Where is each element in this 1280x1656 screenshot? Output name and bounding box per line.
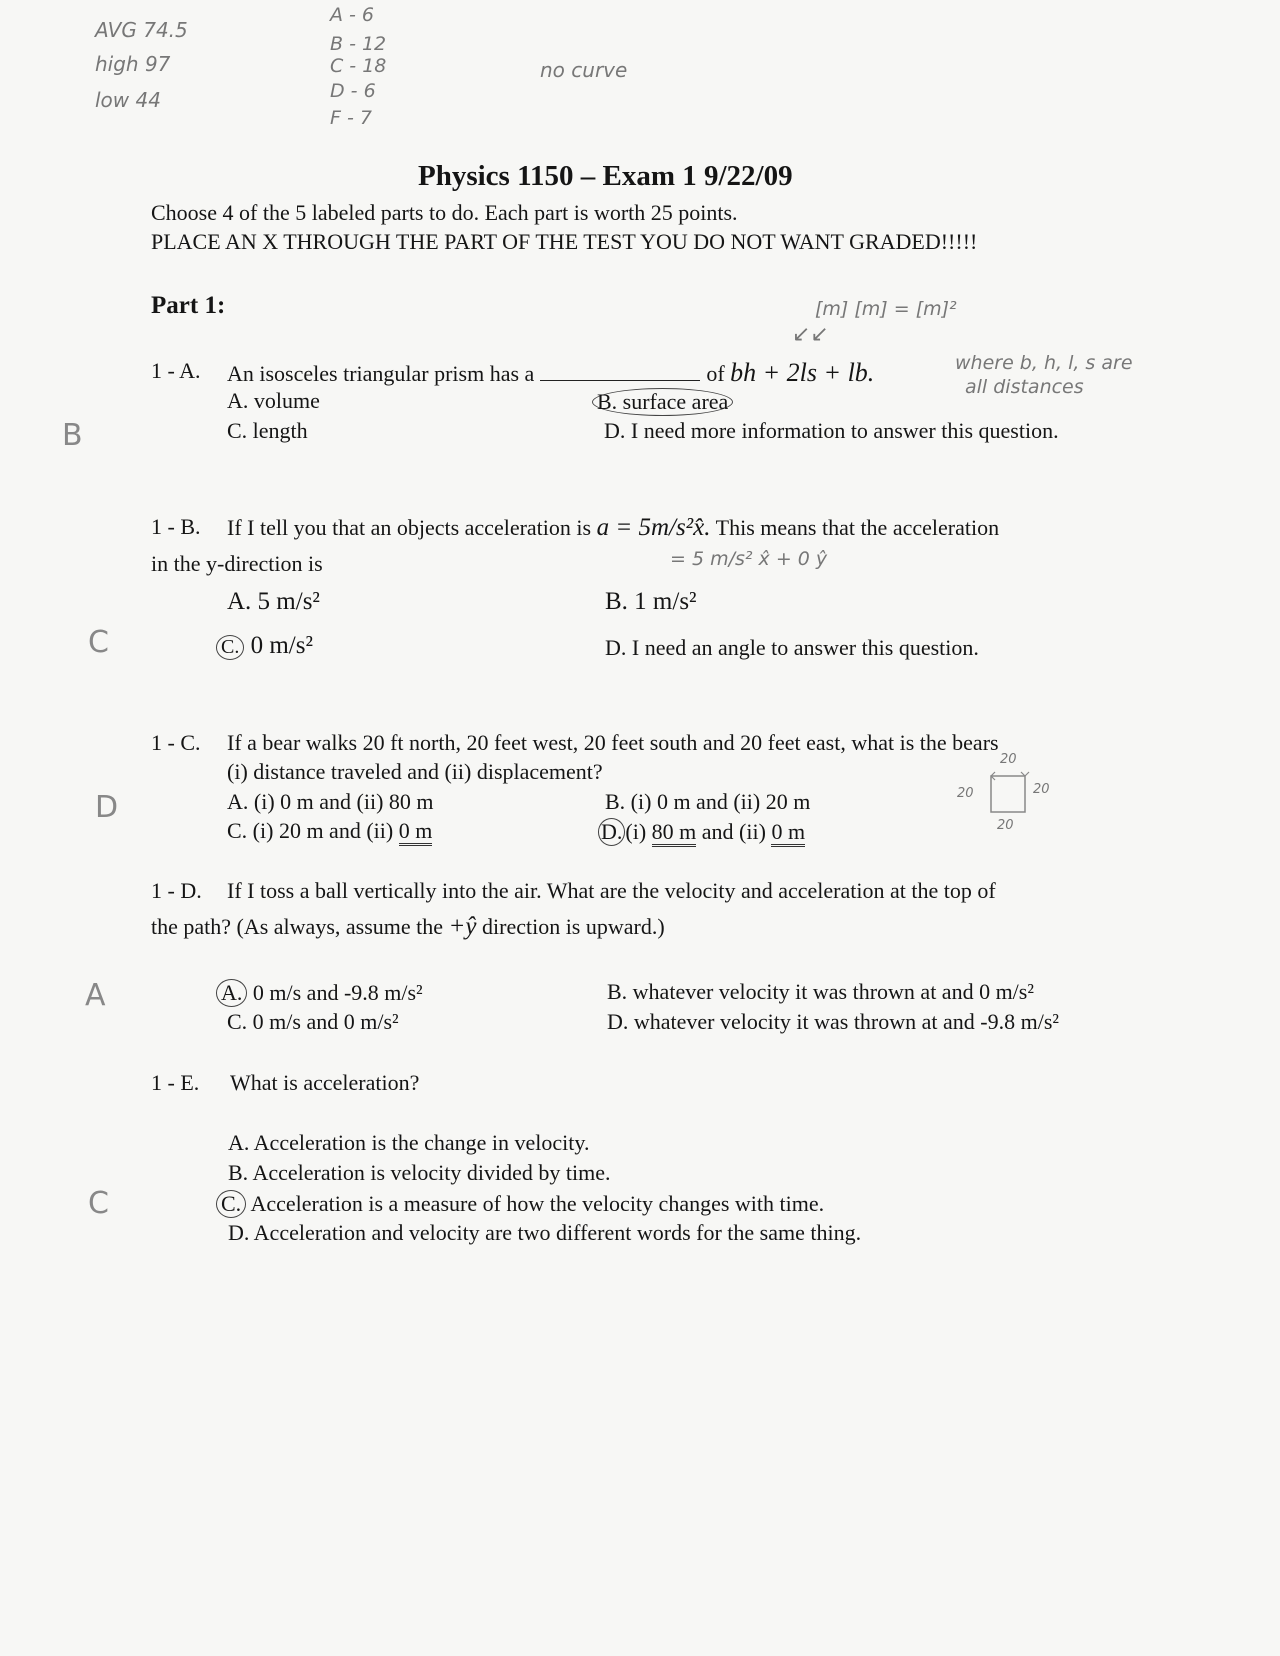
q1a-note-2: all distances <box>965 376 1084 398</box>
q1e-option-c <box>222 1190 824 1218</box>
arrow-icon: ↙↙ <box>792 322 829 347</box>
q1b-option-c-text: 0 m/s² <box>250 632 313 659</box>
part-heading: Part 1: <box>151 292 226 319</box>
q1c-option-c-text: C. (i) 20 m and (ii) <box>227 818 394 843</box>
q1a-number: 1 - A. <box>151 358 201 383</box>
q1b-text-2: This means that the acceleration <box>715 515 1000 540</box>
sketch-label-top: 20 <box>1000 752 1017 767</box>
q1e-option-c-text: Acceleration is a measure of how the velocity changes with time. <box>250 1191 825 1216</box>
q1d-option-a-text: 0 m/s and -9.8 m/s² <box>252 980 423 1005</box>
q1c-question-2: (i) distance traveled and (ii) displacement? <box>227 759 603 784</box>
q1b-option-a: A. 5 m/s² <box>227 588 320 615</box>
q1c-option-d-underlined-2: 0 m <box>771 819 805 847</box>
q1a-note-1: where b, h, l, s are <box>955 352 1133 374</box>
q1d-option-d: D. whatever velocity it was thrown at and -9.8 m/s² <box>607 1009 1059 1034</box>
warning: PLACE AN X THROUGH THE PART OF THE TEST YOU DO NOT WANT GRADED!!!!! <box>151 229 978 254</box>
q1b-option-b: B. 1 m/s² <box>605 588 697 615</box>
q1c-option-d-pre: (i) <box>625 819 647 844</box>
q1a-option-d: D. I need more information to answer this question. <box>604 418 1059 443</box>
q1d-option-b: B. whatever velocity it was thrown at and 0 m/s² <box>607 979 1034 1004</box>
q1c-number: 1 - C. <box>151 730 201 755</box>
q1b-option-d: D. I need an angle to answer this question. <box>605 635 979 660</box>
sketch-label-left: 20 <box>957 786 974 801</box>
q1d-grade: A <box>85 978 106 1013</box>
q1d-question-2 <box>151 913 665 941</box>
q1e-number: 1 - E. <box>151 1070 200 1095</box>
grade-dist-b: B - 12 <box>330 33 387 55</box>
grade-dist-d: D - 6 <box>330 80 376 102</box>
q1b-option-c-circled: C. <box>216 635 244 660</box>
q1b-note: = 5 m/s² x̂ + 0 ŷ <box>670 548 828 570</box>
high-note: high 97 <box>95 52 171 76</box>
q1e-question: What is acceleration? <box>230 1070 420 1095</box>
q1a-option-b <box>598 388 733 416</box>
q1a-text: An isosceles triangular prism has a <box>227 361 535 386</box>
q1d-formula: +ŷ <box>448 913 477 940</box>
grade-dist-f: F - 7 <box>330 107 372 129</box>
q1d-text-3: direction is upward.) <box>482 914 665 939</box>
q1c-option-d <box>601 818 806 846</box>
instructions: Choose 4 of the 5 labeled parts to do. Each part is worth 25 points. <box>151 200 738 225</box>
q1d-option-a-circled: A. <box>216 979 247 1007</box>
q1a-question <box>227 358 874 388</box>
q1b-question <box>227 514 999 542</box>
q1b-option-c <box>222 632 313 660</box>
q1d-text-2: the path? (As always, assume the <box>151 914 444 939</box>
q1a-option-b-circled: B. surface area <box>592 388 733 416</box>
q1d-question: If I toss a ball vertically into the air. What are the velocity and acceleration at the top of <box>227 878 996 903</box>
q1a-option-a: A. volume <box>227 388 320 413</box>
sketch-label-right: 20 <box>1033 782 1050 797</box>
exam-title: Physics 1150 – Exam 1 9/22/09 <box>418 160 793 192</box>
q1d-number: 1 - D. <box>151 878 202 903</box>
q1b-text: If I tell you that an objects acceleration is <box>227 515 592 540</box>
q1d-option-a <box>222 979 423 1007</box>
q1b-grade: C <box>88 625 109 660</box>
q1a-formula: bh + 2ls + lb. <box>730 358 875 387</box>
q1c-option-c <box>227 818 432 844</box>
grade-dist-a: A - 6 <box>330 4 375 26</box>
q1a-option-c: C. length <box>227 418 308 443</box>
q1b-number: 1 - B. <box>151 514 201 539</box>
q1c-option-c-underlined: 0 m <box>399 818 433 846</box>
q1e-option-c-circled: C. <box>216 1190 246 1218</box>
q1d-option-c: C. 0 m/s and 0 m/s² <box>227 1009 399 1034</box>
q1e-option-d: D. Acceleration and velocity are two different words for the same thing. <box>228 1220 862 1245</box>
q1c-option-d-circled: D. <box>598 818 625 846</box>
q1e-option-b: B. Acceleration is velocity divided by time. <box>228 1160 611 1185</box>
q1c-option-a: A. (i) 0 m and (ii) 80 m <box>227 789 434 814</box>
path-sketch <box>955 752 1065 840</box>
q1b-formula: a = 5m/s²x̂. <box>596 514 711 541</box>
q1e-option-a: A. Acceleration is the change in velocity. <box>228 1130 590 1155</box>
q1a-grade: B <box>62 418 83 453</box>
q1c-option-b: B. (i) 0 m and (ii) 20 m <box>605 789 811 814</box>
no-curve-note: no curve <box>540 58 628 82</box>
q1a-of: of <box>706 361 725 386</box>
q1b-text-3: in the y-direction is <box>151 551 323 576</box>
units-note: [m] [m] = [m]² <box>815 298 957 320</box>
q1e-grade: C <box>88 1186 109 1221</box>
grade-dist-c: C - 18 <box>330 55 387 77</box>
q1c-question: If a bear walks 20 ft north, 20 feet west, 20 feet south and 20 feet east, what is the bears <box>227 730 999 755</box>
low-note: low 44 <box>95 88 161 112</box>
q1c-option-d-mid: and (ii) <box>701 819 766 844</box>
q1a-blank <box>540 380 700 381</box>
avg-note: AVG 74.5 <box>95 18 188 42</box>
q1c-option-d-underlined-1: 80 m <box>652 819 697 847</box>
q1c-grade: D <box>95 790 119 825</box>
sketch-label-bottom: 20 <box>997 818 1014 833</box>
